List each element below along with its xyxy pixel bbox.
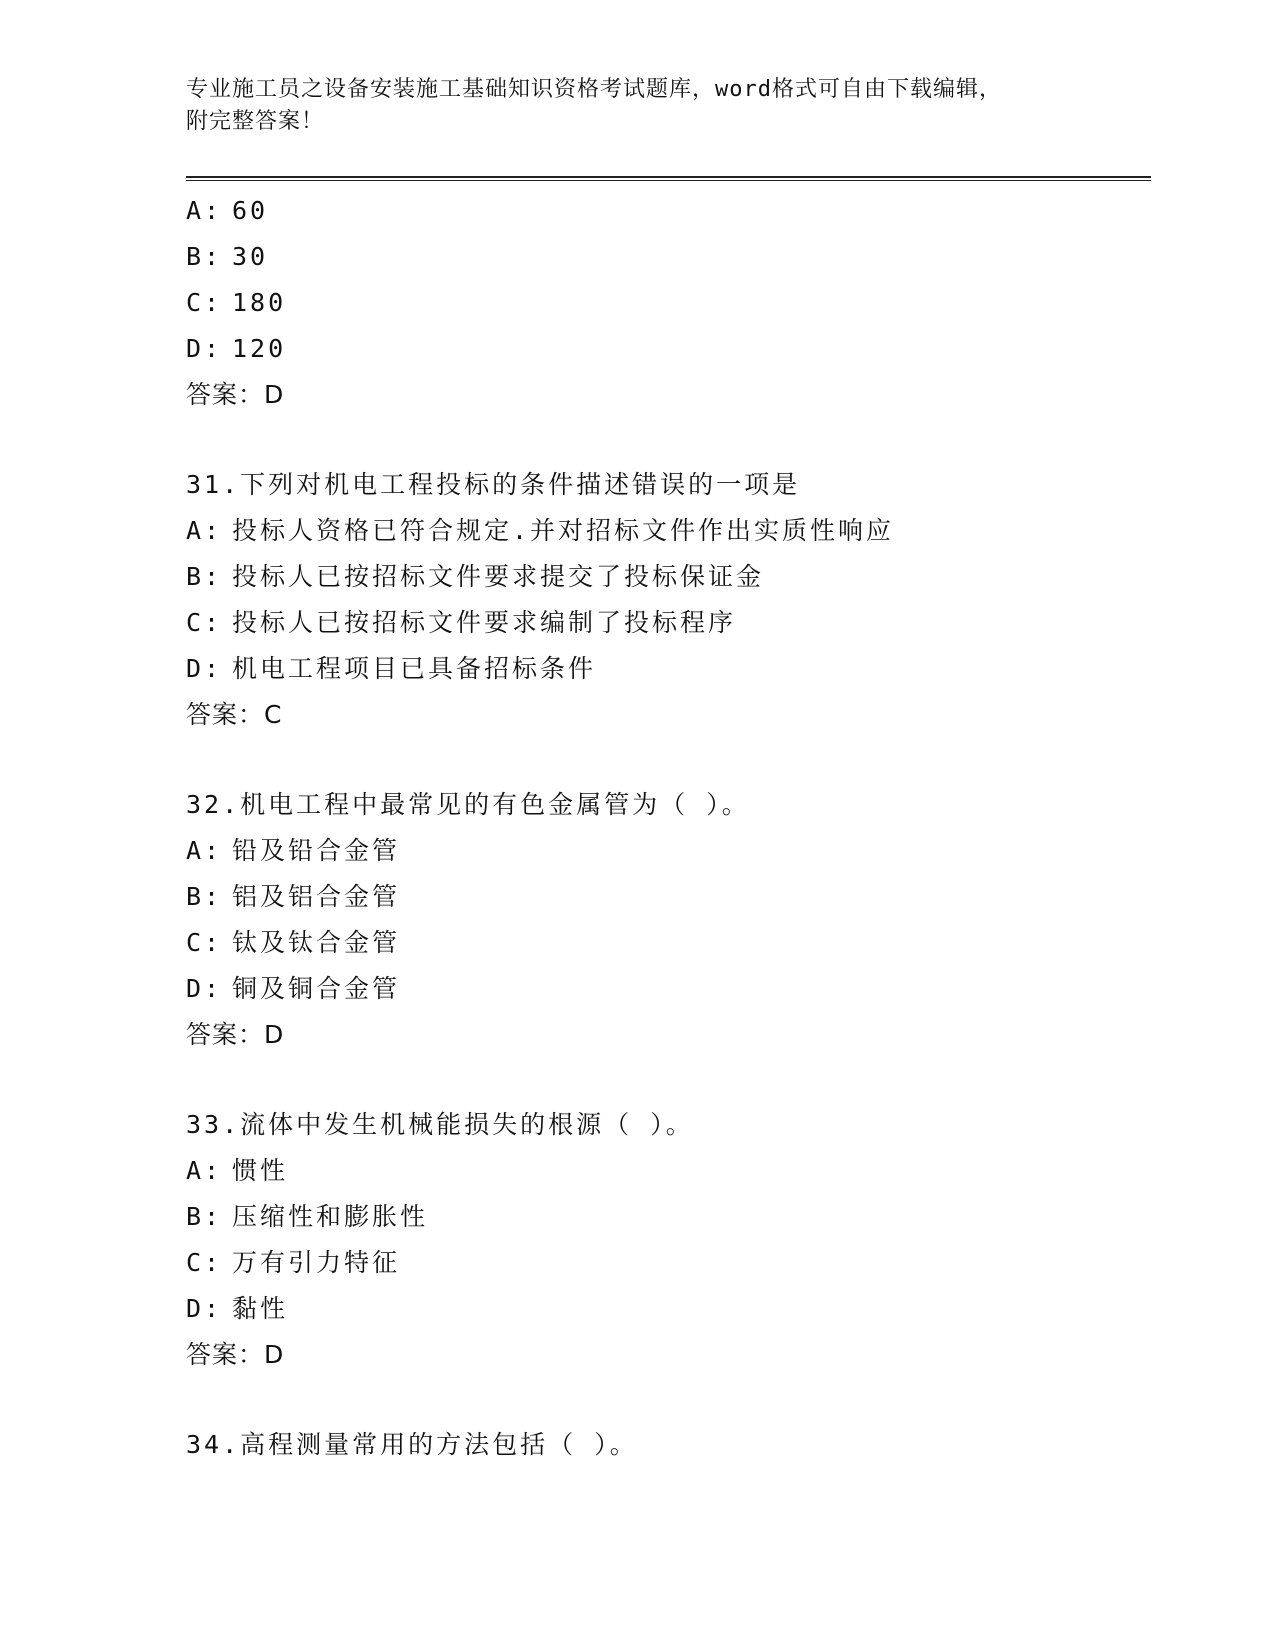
option-label: C:: [186, 928, 223, 957]
option-label: A:: [186, 1156, 223, 1185]
document-header: [186, 74, 1066, 138]
option-text: 万有引力特征: [232, 1248, 401, 1277]
answer-line: 答案：D: [186, 1020, 285, 1049]
question-32: [186, 782, 1151, 1058]
option-text: 60: [232, 196, 269, 225]
option-text: 投标人已按招标文件要求编制了投标程序: [232, 608, 737, 637]
question-31: [186, 462, 1151, 738]
question-33: [186, 1102, 1151, 1378]
option-c: [186, 920, 1151, 966]
option-label: B:: [186, 562, 223, 591]
option-c: [186, 600, 1151, 646]
option-label: A:: [186, 516, 223, 545]
option-b: [186, 1194, 1151, 1240]
option-label: C:: [186, 288, 223, 317]
option-d: [186, 1286, 1151, 1332]
option-label: D:: [186, 1294, 223, 1323]
spacer: [186, 1058, 1151, 1102]
question-text: 34.高程测量常用的方法包括（ ）。: [186, 1430, 638, 1459]
option-label: C:: [186, 608, 223, 637]
option-d: [186, 326, 1151, 372]
answer-line: 答案：D: [186, 1340, 285, 1369]
option-text: 机电工程项目已具备招标条件: [232, 654, 597, 683]
header-line-2: 附完整答案！: [186, 109, 325, 134]
option-text: 30: [232, 242, 269, 271]
option-label: B:: [186, 242, 223, 271]
option-a: [186, 188, 1151, 234]
option-label: C:: [186, 1248, 223, 1277]
spacer: [186, 418, 1151, 462]
option-text: 惯性: [232, 1156, 289, 1185]
option-d: [186, 966, 1151, 1012]
option-label: A:: [186, 196, 223, 225]
option-a: [186, 1148, 1151, 1194]
header-divider: [186, 176, 1151, 181]
option-a: [186, 508, 1151, 554]
spacer: [186, 1378, 1151, 1422]
option-b: [186, 234, 1151, 280]
option-label: B:: [186, 882, 223, 911]
question-text: 32.机电工程中最常见的有色金属管为（ ）。: [186, 790, 750, 819]
option-text: 投标人已按招标文件要求提交了投标保证金: [232, 562, 765, 591]
option-label: D:: [186, 974, 223, 1003]
option-label: B:: [186, 1202, 223, 1231]
question-list: [186, 188, 1151, 1468]
option-text: 120: [232, 334, 287, 363]
option-text: 投标人资格已符合规定.并对招标文件作出实质性响应: [232, 516, 895, 545]
question-text: 33.流体中发生机械能损失的根源（ ）。: [186, 1110, 694, 1139]
option-c: [186, 1240, 1151, 1286]
option-text: 铜及铜合金管: [232, 974, 401, 1003]
option-text: 黏性: [232, 1294, 289, 1323]
question-34: [186, 1422, 1151, 1468]
option-text: 180: [232, 288, 287, 317]
question-30: [186, 188, 1151, 418]
answer-line: 答案：C: [186, 700, 283, 729]
option-a: [186, 828, 1151, 874]
option-label: A:: [186, 836, 223, 865]
option-d: [186, 646, 1151, 692]
question-text: 31.下列对机电工程投标的条件描述错误的一项是: [186, 470, 801, 499]
answer-line: 答案：D: [186, 380, 285, 409]
option-text: 钛及钛合金管: [232, 928, 401, 957]
option-b: [186, 874, 1151, 920]
option-label: D:: [186, 654, 223, 683]
option-label: D:: [186, 334, 223, 363]
option-b: [186, 554, 1151, 600]
option-text: 铅及铅合金管: [232, 836, 401, 865]
option-text: 压缩性和膨胀性: [232, 1202, 429, 1231]
header-line-1: 专业施工员之设备安装施工基础知识资格考试题库，word格式可自由下载编辑，: [186, 77, 1002, 102]
option-c: [186, 280, 1151, 326]
spacer: [186, 738, 1151, 782]
option-text: 铝及铝合金管: [232, 882, 401, 911]
